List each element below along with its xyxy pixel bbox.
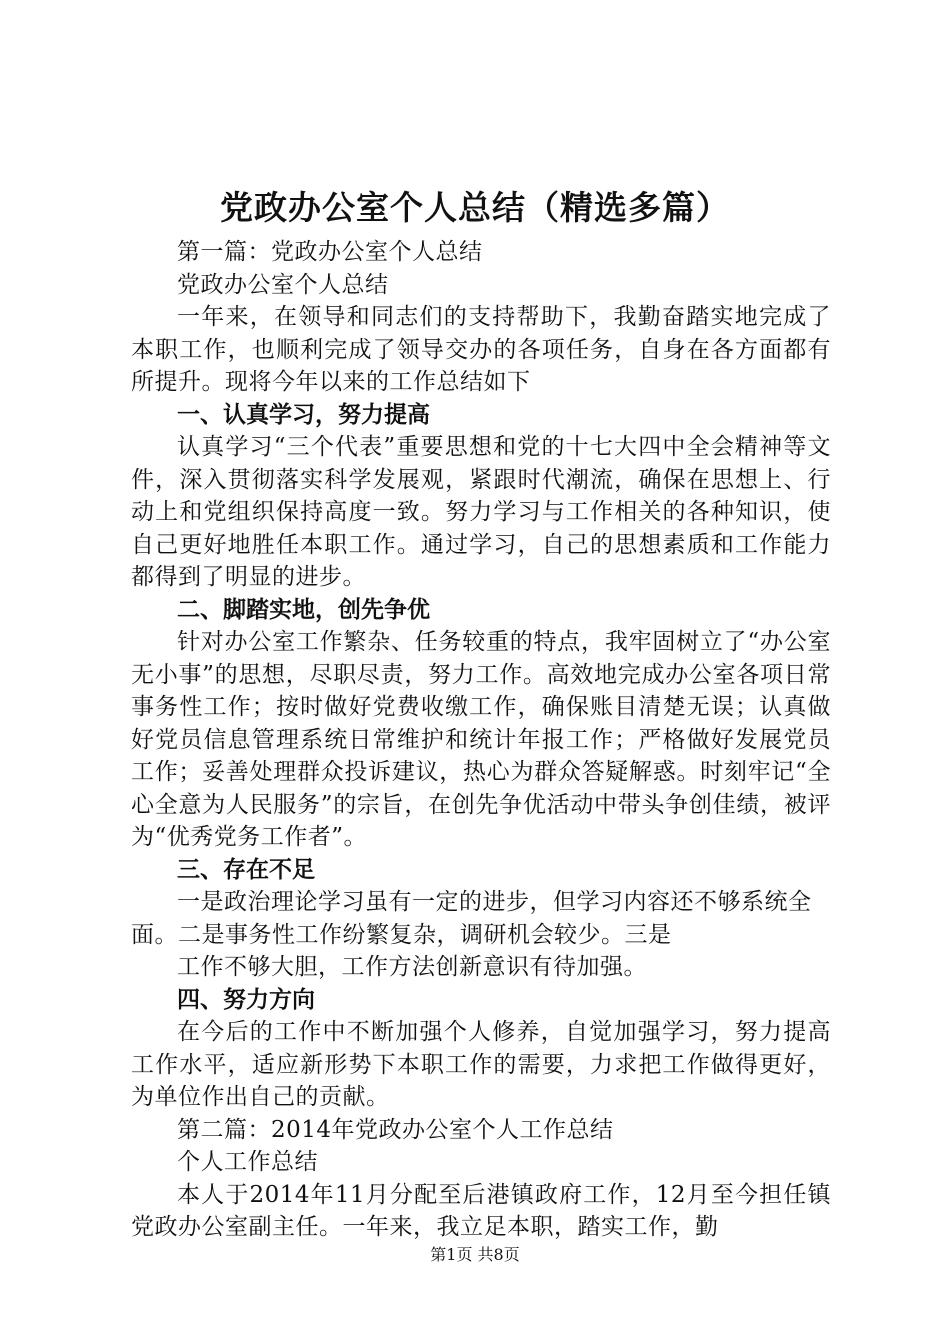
heading-practice: 二、脚踏实地，创先争优 [177,596,430,623]
heading-shortcomings: 三、存在不足 [177,856,315,883]
paragraph-shortcomings: 一是政治理论学习虽有一定的进步，但学习内容还不够系统全面。二是事务性工作纷繁复杂，调研机会较少。三是 [131,889,812,948]
section-heading-2: 第二篇：2014年党政办公室个人工作总结 [177,1116,614,1143]
heading-direction: 四、努力方向 [177,986,315,1013]
paragraph-practice: 针对办公室工作繁杂、任务较重的特点，我牢固树立了“办公室无小事”的思想，尽职尽责，努力工作。高效地完成办公室各项日常事务性工作；按时做好党费收缴工作，确保账目清楚无误；认真做好党员信息管理系统日常维护和统计年报工作；严格做好发展党员工作；妥善处理群众投诉建议，热心为群众答疑解惑。时刻牢记“全心全意为人民服务”的宗旨，在创先争优活动中带头争创佳绩，被评为“优秀党务工作者”。 [131,629,831,850]
document-body [131,236,831,1244]
heading-study: 一、认真学习，努力提高 [177,401,430,428]
paragraph-shortcomings-cont: 工作不够大胆，工作方法创新意识有待加强。 [177,954,647,980]
section-subtitle-2: 个人工作总结 [177,1149,318,1175]
paragraph-direction: 在今后的工作中不断加强个人修养，自觉加强学习，努力提高工作水平，适应新形势下本职工作的需要，力求把工作做得更好，为单位作出自己的贡献。 [131,1019,831,1110]
page-footer: 第1页 共8页 [430,1245,520,1264]
paragraph-intro: 一年来，在领导和同志们的支持帮助下，我勤奋踏实地完成了本职工作，也顺利完成了领导交办的各项任务，自身在各方面都有所提升。现将今年以来的工作总结如下 [131,304,831,395]
paragraph-section2-intro: 本人于2014年11月分配至后港镇政府工作，12月至今担任镇党政办公室副主任。一年来，我立足本职，踏实工作，勤 [131,1181,831,1240]
section-heading-1: 第一篇：党政办公室个人总结 [177,239,483,265]
section-subtitle-1: 党政办公室个人总结 [177,271,389,298]
document-title: 党政办公室个人总结（精选多篇） [220,188,730,227]
paragraph-study: 认真学习“三个代表”重要思想和党的十七大四中全会精神等文件，深入贯彻落实科学发展观，紧跟时代潮流，确保在思想上、行动上和党组织保持高度一致。努力学习与工作相关的各种知识，使自己更好地胜任本职工作。通过学习，自己的思想素质和工作能力都得到了明显的进步。 [131,434,831,590]
